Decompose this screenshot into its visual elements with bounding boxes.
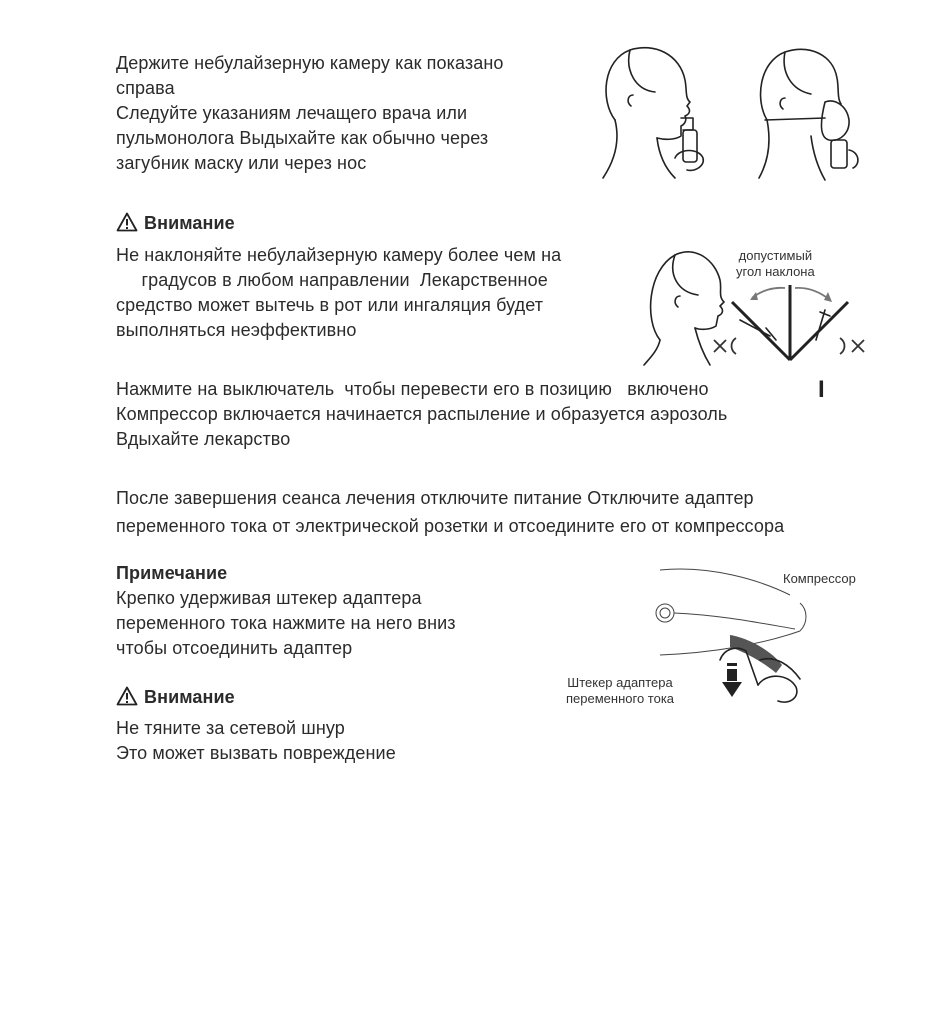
warning-text-2 [116, 716, 396, 766]
note-heading: Примечание [116, 563, 228, 583]
plug-label-line: Штекер адаптера [567, 675, 673, 690]
plug-label-line: переменного тока [566, 691, 675, 706]
instruction-text-2 [116, 377, 727, 452]
text-line: выполняться неэффективно [116, 320, 357, 340]
illustration-mouthpiece-and-mask [595, 40, 885, 185]
angle-label-line: допустимый [738, 248, 813, 263]
text-line: Держите небулайзерную камеру как показано [116, 53, 504, 73]
illustration-compressor-plug [650, 565, 825, 710]
text-line: пульмонолога Выдыхайте как обычно через [116, 128, 489, 148]
note-text [116, 586, 456, 661]
text-line: Крепко удерживая штекер адаптера [116, 588, 422, 608]
text-line: переменного тока от электрической розетки и отсоедините его от компрессора [116, 516, 785, 536]
text-line: Не наклоняйте небулайзерную камеру более чем на [116, 245, 562, 265]
text-line: градусов в любом направлении Лекарственное [116, 270, 548, 290]
text-line: Не тяните за сетевой шнур [116, 718, 345, 738]
text-line: переменного тока нажмите на него вниз [116, 613, 456, 633]
text-line: Вдыхайте лекарство [116, 429, 291, 449]
text-line: средство может вытечь в рот или ингаляция будет [116, 295, 544, 315]
text-line: Следуйте указаниям лечащего врача или [116, 103, 468, 123]
warning-text-1 [116, 243, 561, 343]
instruction-text-1 [116, 51, 504, 176]
text-line: Компрессор включается начинается распыление и образуется аэрозоль [116, 404, 728, 424]
warning-heading-2 [116, 685, 235, 710]
text-line: справа [116, 78, 175, 98]
warning-title: Внимание [144, 213, 235, 233]
illustration-tilt-angle [640, 240, 870, 370]
text-line: После завершения сеанса лечения отключите питание Отключите адаптер [116, 488, 754, 508]
instruction-text-3 [116, 484, 784, 540]
warning-heading-1 [116, 211, 235, 236]
text-line: загубник маску или через нос [116, 153, 367, 173]
power-switch-symbol: I [818, 376, 825, 403]
warning-title: Внимание [144, 687, 235, 707]
text-line: чтобы отсоединить адаптер [116, 638, 353, 658]
warning-triangle-icon [116, 686, 138, 706]
text-line: Это может вызвать повреждение [116, 743, 396, 763]
warning-triangle-icon [116, 212, 138, 232]
text-line: Нажмите на выключатель чтобы перевести его в позицию включено [116, 379, 709, 399]
compressor-label: Компрессор [783, 571, 856, 586]
angle-label-line: угол наклона [736, 264, 815, 279]
